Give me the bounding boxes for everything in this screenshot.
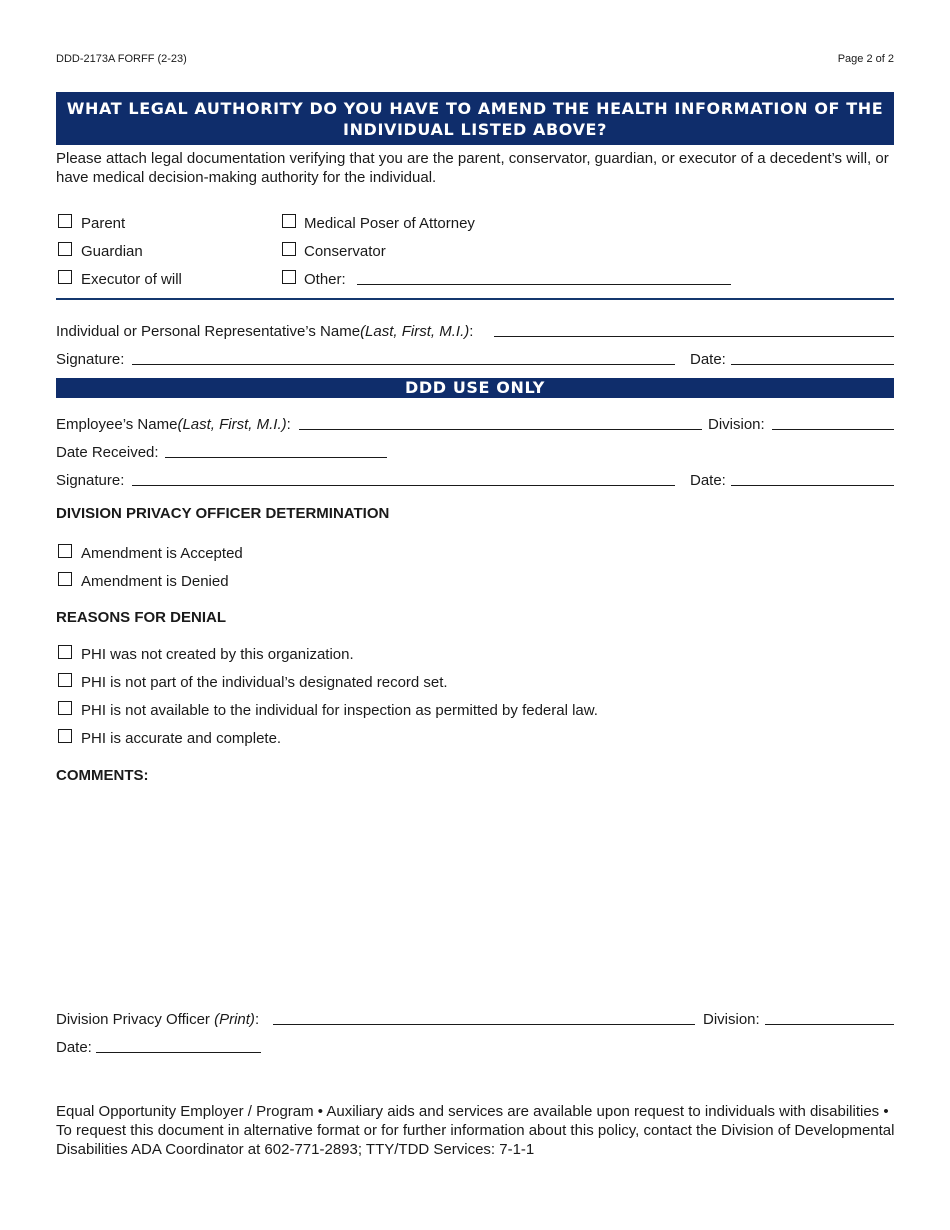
- authority-heading: WHAT LEGAL AUTHORITY DO YOU HAVE TO AMEND THE HEALTH INFORMATION OF THE INDIVIDUAL LISTED ABOVE?: [56, 92, 894, 145]
- denial-reason-2-label: PHI is not part of the individual’s designated record set.: [81, 674, 448, 691]
- denial-reason-3-label: PHI is not available to the individual for inspection as permitted by federal law.: [81, 702, 598, 719]
- privacy-officer-name-line[interactable]: [273, 1024, 695, 1025]
- parent-label: Parent: [81, 215, 126, 232]
- employee-name-label: Employee’s Name(Last, First, M.I.):: [56, 416, 291, 433]
- representative-name-label: Individual or Personal Representative’s Name(Last, First, M.I.):: [56, 323, 474, 340]
- privacy-officer-division-line[interactable]: [765, 1024, 894, 1025]
- employee-division-line[interactable]: [772, 429, 894, 430]
- privacy-officer-label: Division Privacy Officer (Print):: [56, 1011, 260, 1028]
- representative-name-line[interactable]: [494, 336, 894, 337]
- section-divider: [56, 298, 894, 300]
- parent-checkbox[interactable]: [58, 214, 72, 228]
- other-checkbox[interactable]: [282, 270, 296, 284]
- executor-label: Executor of will: [81, 271, 182, 288]
- representative-date-line[interactable]: [731, 364, 894, 365]
- denied-checkbox[interactable]: [58, 572, 72, 586]
- denial-heading: REASONS FOR DENIAL: [56, 609, 227, 626]
- form-code: DDD-2173A FORFF (2-23): [56, 53, 187, 65]
- medical-poa-checkbox[interactable]: [282, 214, 296, 228]
- authority-instructions: Please attach legal documentation verifying that you are the parent, conservator, guardian, or executor of a decedent’s will, or have medical decision-making authority for the individual.: [56, 150, 889, 186]
- privacy-officer-date-label: Date:: [56, 1039, 92, 1056]
- representative-signature-label: Signature:: [56, 351, 125, 368]
- medical-poa-label: Medical Poser of Attorney: [304, 215, 475, 232]
- privacy-officer-division-label: Division:: [703, 1011, 760, 1028]
- denied-label: Amendment is Denied: [81, 573, 229, 590]
- representative-signature-line[interactable]: [132, 364, 675, 365]
- representative-date-label: Date:: [690, 351, 726, 368]
- ddd-use-only-heading: DDD USE ONLY: [56, 378, 894, 398]
- accepted-checkbox[interactable]: [58, 544, 72, 558]
- employee-date-label: Date:: [690, 472, 726, 489]
- denial-reason-4-label: PHI is accurate and complete.: [81, 730, 282, 747]
- employee-date-line[interactable]: [731, 485, 894, 486]
- denial-reason-1-checkbox[interactable]: [58, 645, 72, 659]
- employee-division-label: Division:: [708, 416, 765, 433]
- privacy-officer-date-line[interactable]: [96, 1052, 261, 1053]
- employee-signature-line[interactable]: [132, 485, 675, 486]
- page-number: Page 2 of 2: [837, 53, 894, 65]
- comments-area[interactable]: [56, 790, 894, 990]
- denial-reason-2-checkbox[interactable]: [58, 673, 72, 687]
- other-label: Other:: [304, 271, 346, 288]
- guardian-checkbox[interactable]: [58, 242, 72, 256]
- other-input-line[interactable]: [357, 284, 731, 285]
- denial-reason-4-checkbox[interactable]: [58, 729, 72, 743]
- employee-name-line[interactable]: [299, 429, 702, 430]
- executor-checkbox[interactable]: [58, 270, 72, 284]
- employee-signature-label: Signature:: [56, 472, 125, 489]
- denial-reason-1-label: PHI was not created by this organization.: [81, 646, 354, 663]
- conservator-label: Conservator: [304, 243, 386, 260]
- comments-heading: COMMENTS:: [56, 767, 149, 784]
- guardian-label: Guardian: [81, 243, 143, 260]
- determination-heading: DIVISION PRIVACY OFFICER DETERMINATION: [56, 505, 390, 522]
- denial-reason-3-checkbox[interactable]: [58, 701, 72, 715]
- date-received-label: Date Received:: [56, 444, 159, 461]
- accepted-label: Amendment is Accepted: [81, 545, 243, 562]
- footer-notice: Equal Opportunity Employer / Program • Auxiliary aids and services are available upon request to individuals with disabilities • To request this document in alternative format or for further information about this policy, contact the Division of Developmental Disabilities ADA Coordinator at 602-771-2893; TTY/TDD Services: 7-1-1: [56, 1103, 895, 1158]
- date-received-line[interactable]: [165, 457, 387, 458]
- conservator-checkbox[interactable]: [282, 242, 296, 256]
